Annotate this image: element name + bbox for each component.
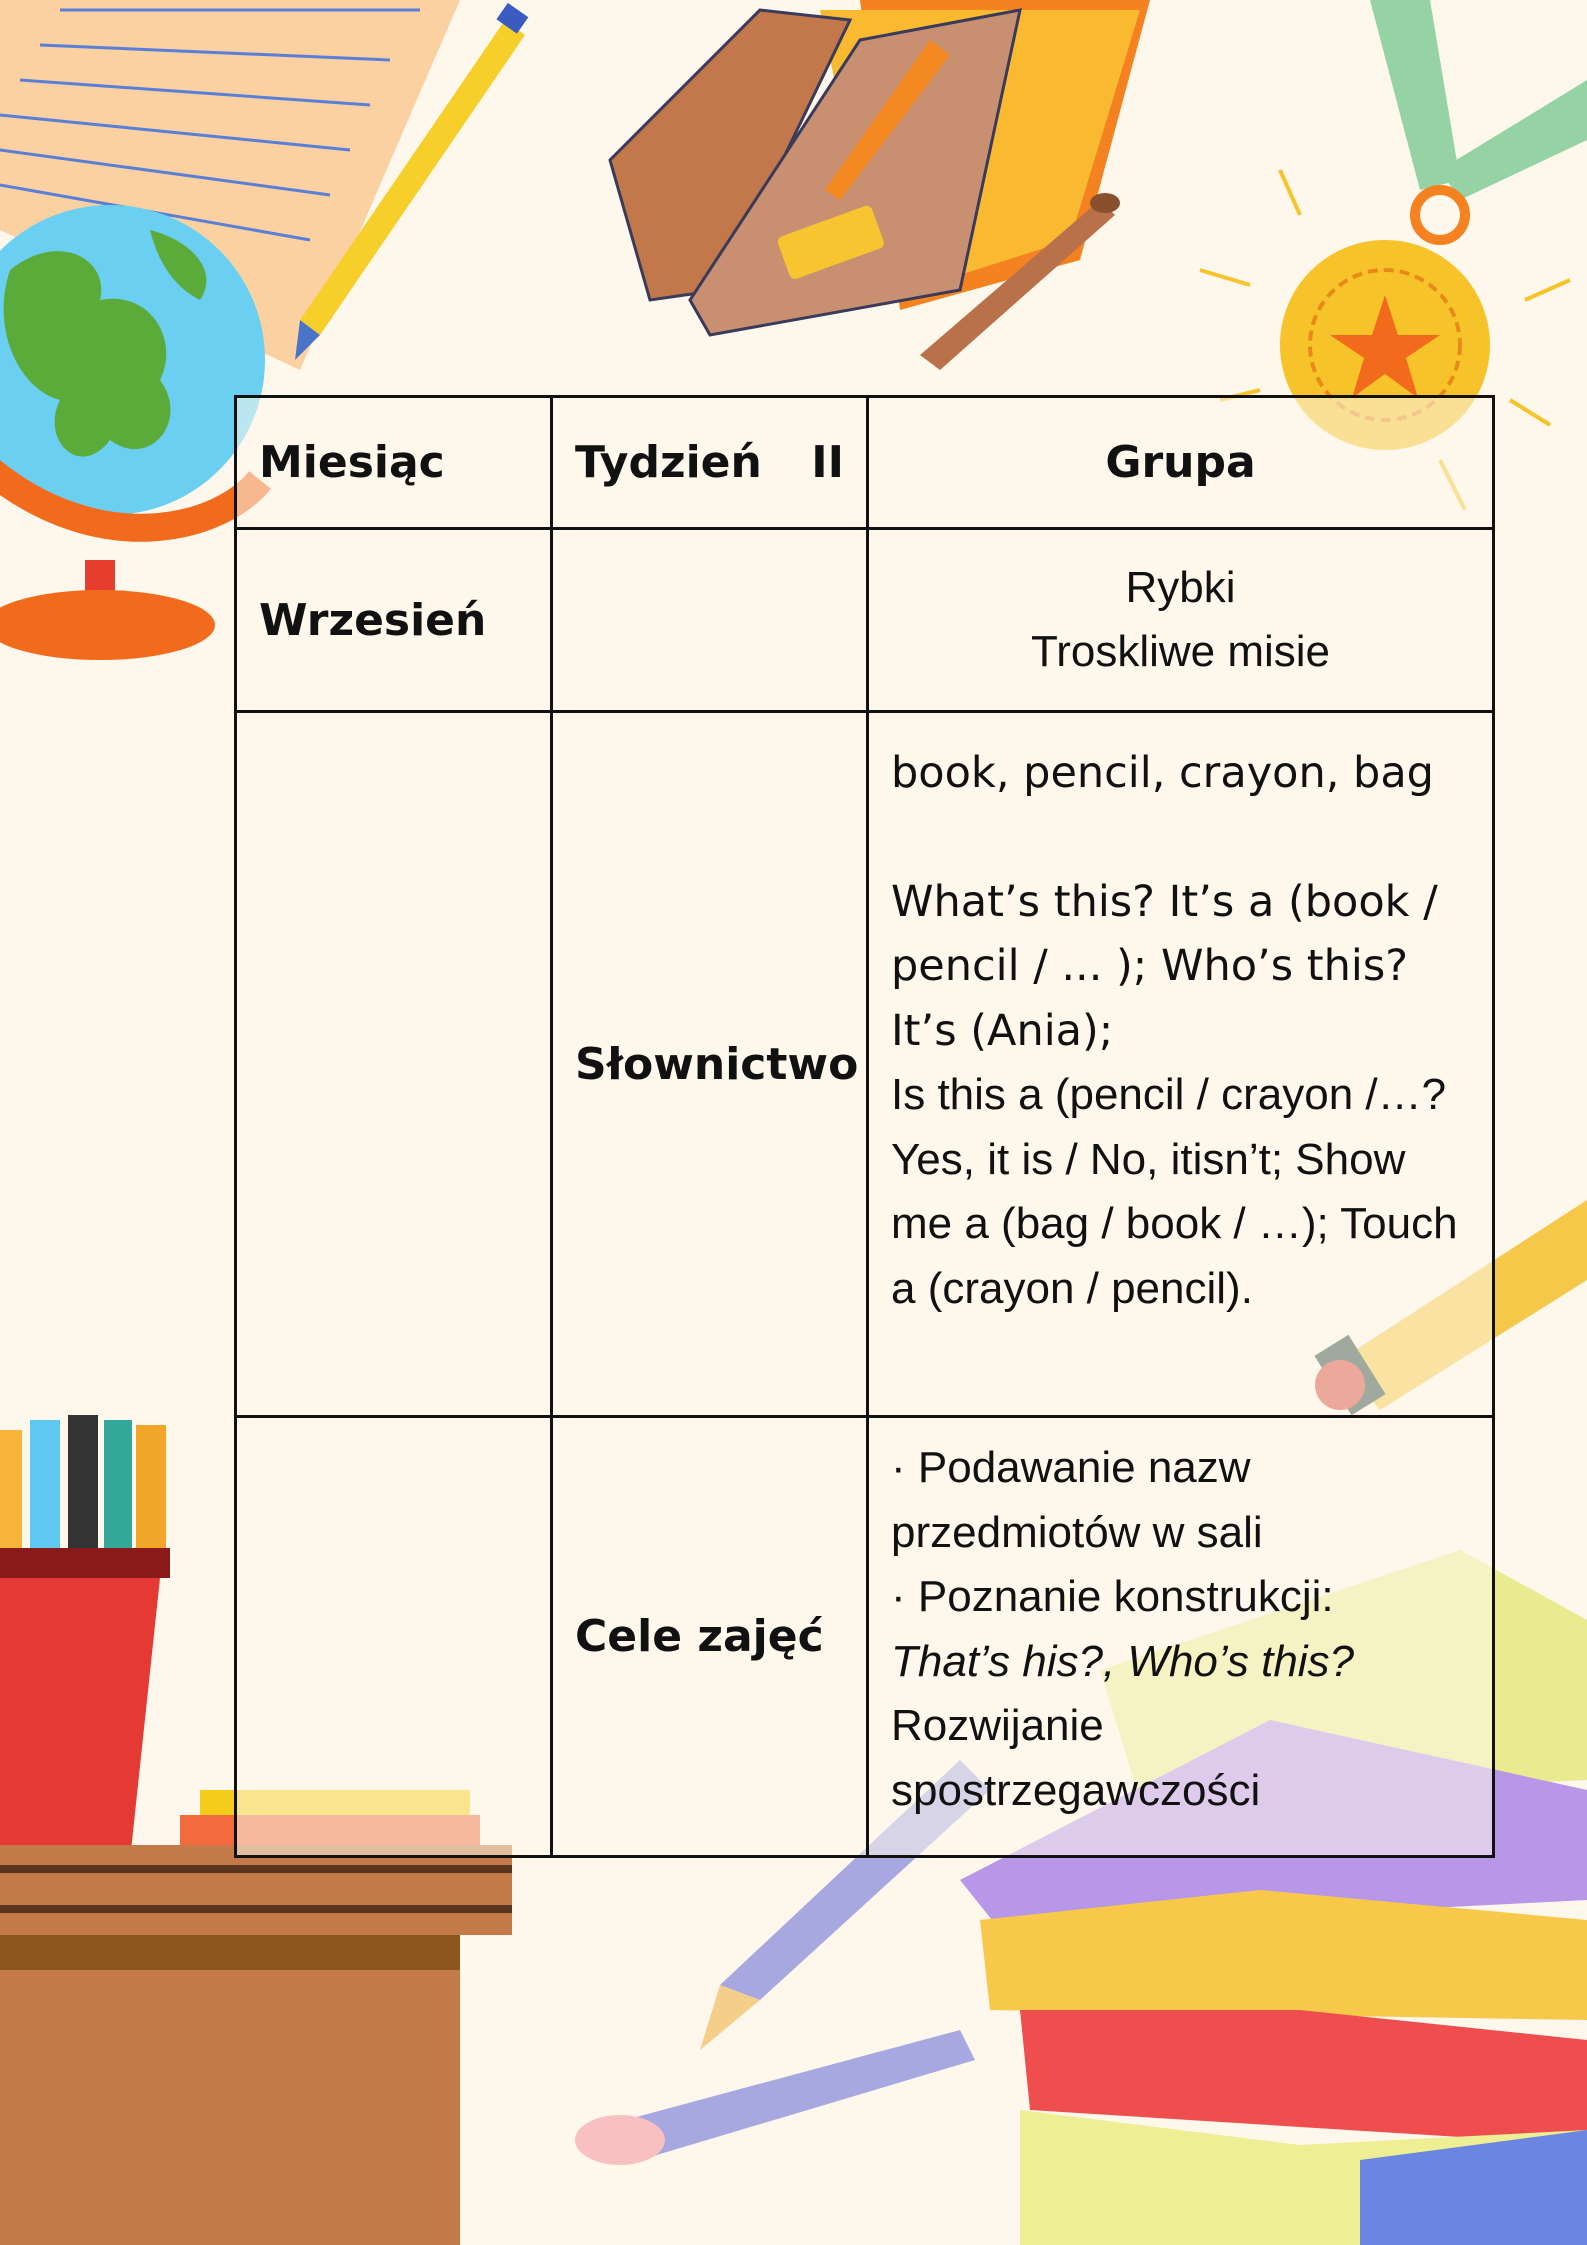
table-row — [236, 1417, 1494, 1857]
header-week-label: Tydzień — [575, 437, 762, 488]
goals-label: Cele zajęć — [552, 1417, 868, 1857]
goal-item: Rozwijanie spostrzegawczości — [891, 1701, 1261, 1815]
goal-item: · Podawanie nazw przedmiotów w sali — [891, 1443, 1263, 1557]
group-name: Troskliwe misie — [1030, 627, 1331, 676]
desk-icon — [0, 1790, 512, 2245]
pencil-case-icon — [610, 0, 1150, 335]
group-cell — [868, 529, 1494, 712]
vocab-phrases-2: Is this a (pencil / crayon /…? Yes, it is / No, itisn’t; Show me a (bag / book / …); Touch a (crayon / pencil). — [891, 1070, 1458, 1313]
pencil-cup-icon — [0, 1415, 170, 1860]
vocab-words: book, pencil, crayon, bag — [891, 748, 1434, 798]
month-cell: Wrzesień — [236, 529, 552, 712]
goal-construction: That’s his?, Who’s this? — [891, 1636, 1355, 1686]
vocab-phrases-1: What’s this? It’s a (book / pencil / ... ); Who’s this? It’s (Ania); — [891, 876, 1438, 1056]
empty-cell — [236, 712, 552, 1417]
goal-item: · Poznanie konstrukcji: — [891, 1572, 1334, 1621]
table-header-row — [236, 397, 1494, 529]
goals-cell — [868, 1417, 1494, 1857]
header-week-number: II — [811, 437, 844, 488]
globe-icon — [0, 205, 265, 660]
group-name: Rybki — [1125, 563, 1236, 612]
lesson-plan-table — [234, 395, 1495, 1858]
empty-cell — [236, 1417, 552, 1857]
header-month: Miesiąc — [236, 397, 552, 529]
empty-cell — [552, 529, 868, 712]
vocab-label: Słownictwo — [552, 712, 868, 1417]
header-week — [552, 397, 868, 529]
header-group: Grupa — [868, 397, 1494, 529]
table-row — [236, 712, 1494, 1417]
vocab-cell — [868, 712, 1494, 1417]
table-row — [236, 529, 1494, 712]
